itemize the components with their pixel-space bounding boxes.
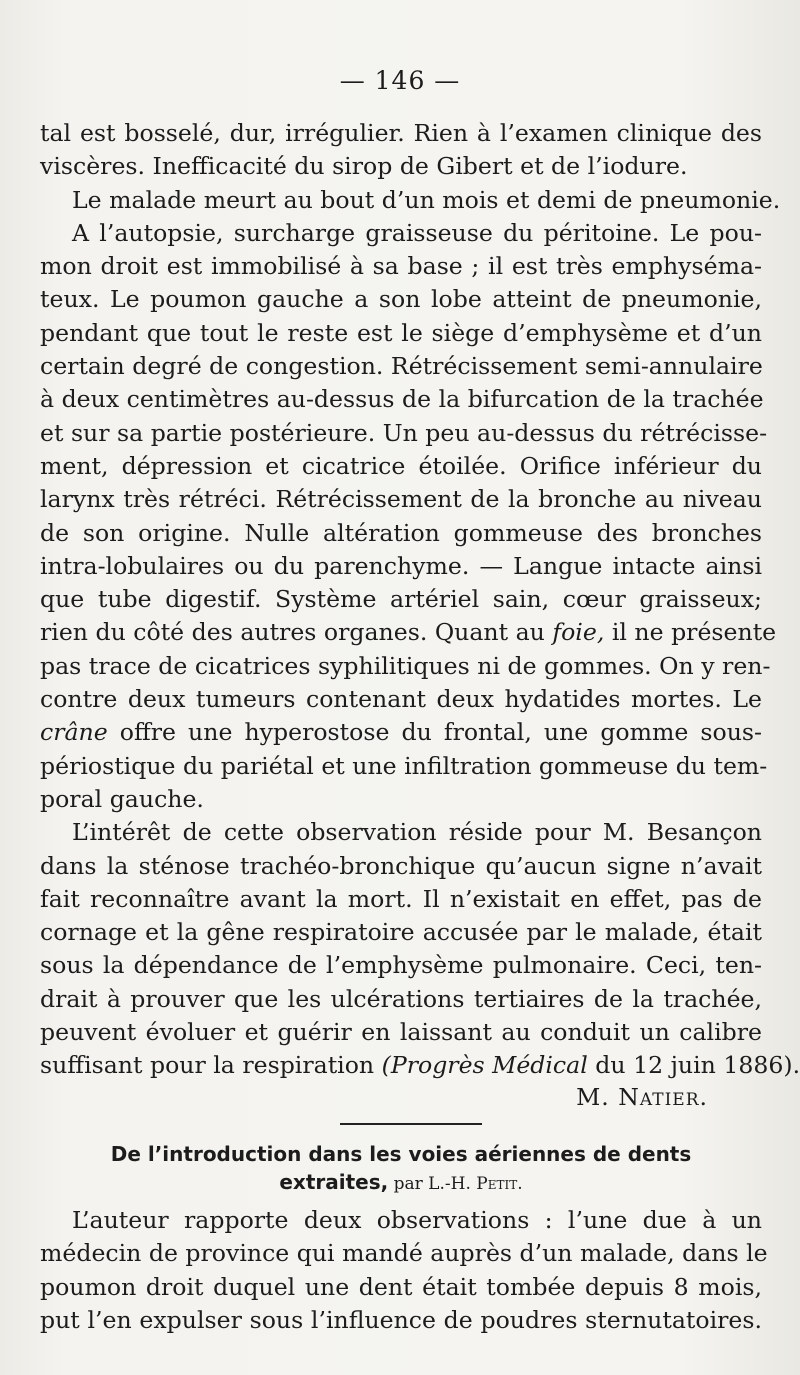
text-segment: rien du côté des autres organes. Quant au [40, 618, 545, 647]
text-segment: suffisant pour la respiration [40, 1051, 375, 1080]
text-line: et sur sa partie postérieure. Un peu au-dessus du rétrécisse- [40, 418, 768, 447]
signature-name: Natier. [618, 1083, 708, 1111]
article-title-line: De l’introduction dans les voies aériennes de dents [110, 1142, 692, 1166]
text-line: intra-lobulaires ou du parenchyme. — Langue intacte ainsi [40, 551, 762, 580]
article-heading [40, 1140, 762, 1198]
text-line: médecin de province qui mandé auprès d’un malade, dans le [40, 1239, 768, 1268]
text-line: L’intérêt de cette observation réside pour M. Besançon [72, 818, 762, 847]
signature-prefix: M. [576, 1083, 619, 1111]
text-line: que tube digestif. Système artériel sain, cœur graisseux; [40, 585, 762, 614]
text-line: cornage et la gêne respiratoire accusée par le malade, était [40, 918, 762, 947]
text-line: certain degré de congestion. Rétrécissement semi-annulaire [40, 352, 763, 381]
author-signature [576, 1083, 708, 1111]
section-divider [340, 1123, 482, 1125]
text-line: fait reconnaître avant la mort. Il n’existait en effet, pas de [40, 884, 762, 913]
text-line: ment, dépression et cicatrice étoilée. Orifice inférieur du [40, 451, 762, 480]
byline-author: Petit. [476, 1174, 523, 1194]
text-line: mon droit est immobilisé à sa base ; il est très emphyséma- [40, 252, 762, 281]
text-line: périostique du pariétal et une infiltration gommeuse du tem- [40, 751, 768, 780]
text-segment: offre une hyperostose du frontal, une gomme sous- [107, 718, 762, 747]
text-line: A l’autopsie, surcharge graisseuse du péritoine. Le pou- [72, 218, 762, 247]
article-title-line [40, 1168, 762, 1198]
italic-term-foie: foie, [552, 618, 605, 647]
article-title-end: extraites, [279, 1170, 389, 1194]
text-line: put l’en expulser sous l’influence de poudres sternutatoires. [40, 1305, 762, 1334]
text-line: larynx très rétréci. Rétrécissement de la bronche au niveau [40, 485, 762, 514]
text-line [40, 1049, 800, 1082]
text-line: Le malade meurt au bout d’un mois et demi de pneumonie. [72, 185, 781, 214]
text-line: pas trace de cicatrices syphilitiques ni de gommes. On y ren- [40, 651, 771, 680]
byline-prefix: par L.-H. [388, 1174, 477, 1194]
text-line: poral gauche. [40, 784, 204, 813]
text-line [40, 616, 777, 649]
text-line: poumon droit duquel une dent était tombée depuis 8 mois, [40, 1272, 762, 1301]
text-line [40, 716, 762, 749]
text-line: peuvent évoluer et guérir en laissant au conduit un calibre [40, 1018, 762, 1047]
text-line: viscères. Inefficacité du sirop de Gibert et de l’iodure. [40, 152, 688, 181]
text-line: contre deux tumeurs contenant deux hydatides mortes. Le [40, 685, 762, 714]
text-line: teux. Le poumon gauche a son lobe atteint de pneumonie, [40, 285, 762, 314]
observation-text [40, 117, 800, 1083]
page-number: — 146 — [339, 66, 461, 95]
text-line: sous la dépendance de l’emphysème pulmonaire. Ceci, ten- [40, 951, 762, 980]
text-segment: il ne présente [604, 618, 777, 647]
text-segment: du 12 juin 1886). [587, 1051, 800, 1080]
text-line: de son origine. Nulle altération gommeuse des bronches [40, 518, 762, 547]
text-line: pendant que tout le reste est le siège d’emphysème et d’un [40, 318, 762, 347]
text-line: drait à prouver que les ulcérations tertiaires de la trachée, [40, 984, 762, 1013]
italic-term-crane: crâne [40, 718, 108, 747]
text-line: L’auteur rapporte deux observations : l’une due à un [72, 1206, 762, 1234]
text-line: tal est bosselé, dur, irrégulier. Rien à l’examen clinique des [40, 119, 762, 147]
journal-title: (Progrès Médical [381, 1051, 588, 1080]
text-line: dans la sténose trachéo-bronchique qu’aucun signe n’avait [40, 851, 762, 880]
text-line: à deux centimètres au-dessus de la bifurcation de la trachée [40, 385, 764, 414]
article-text [40, 1204, 768, 1337]
